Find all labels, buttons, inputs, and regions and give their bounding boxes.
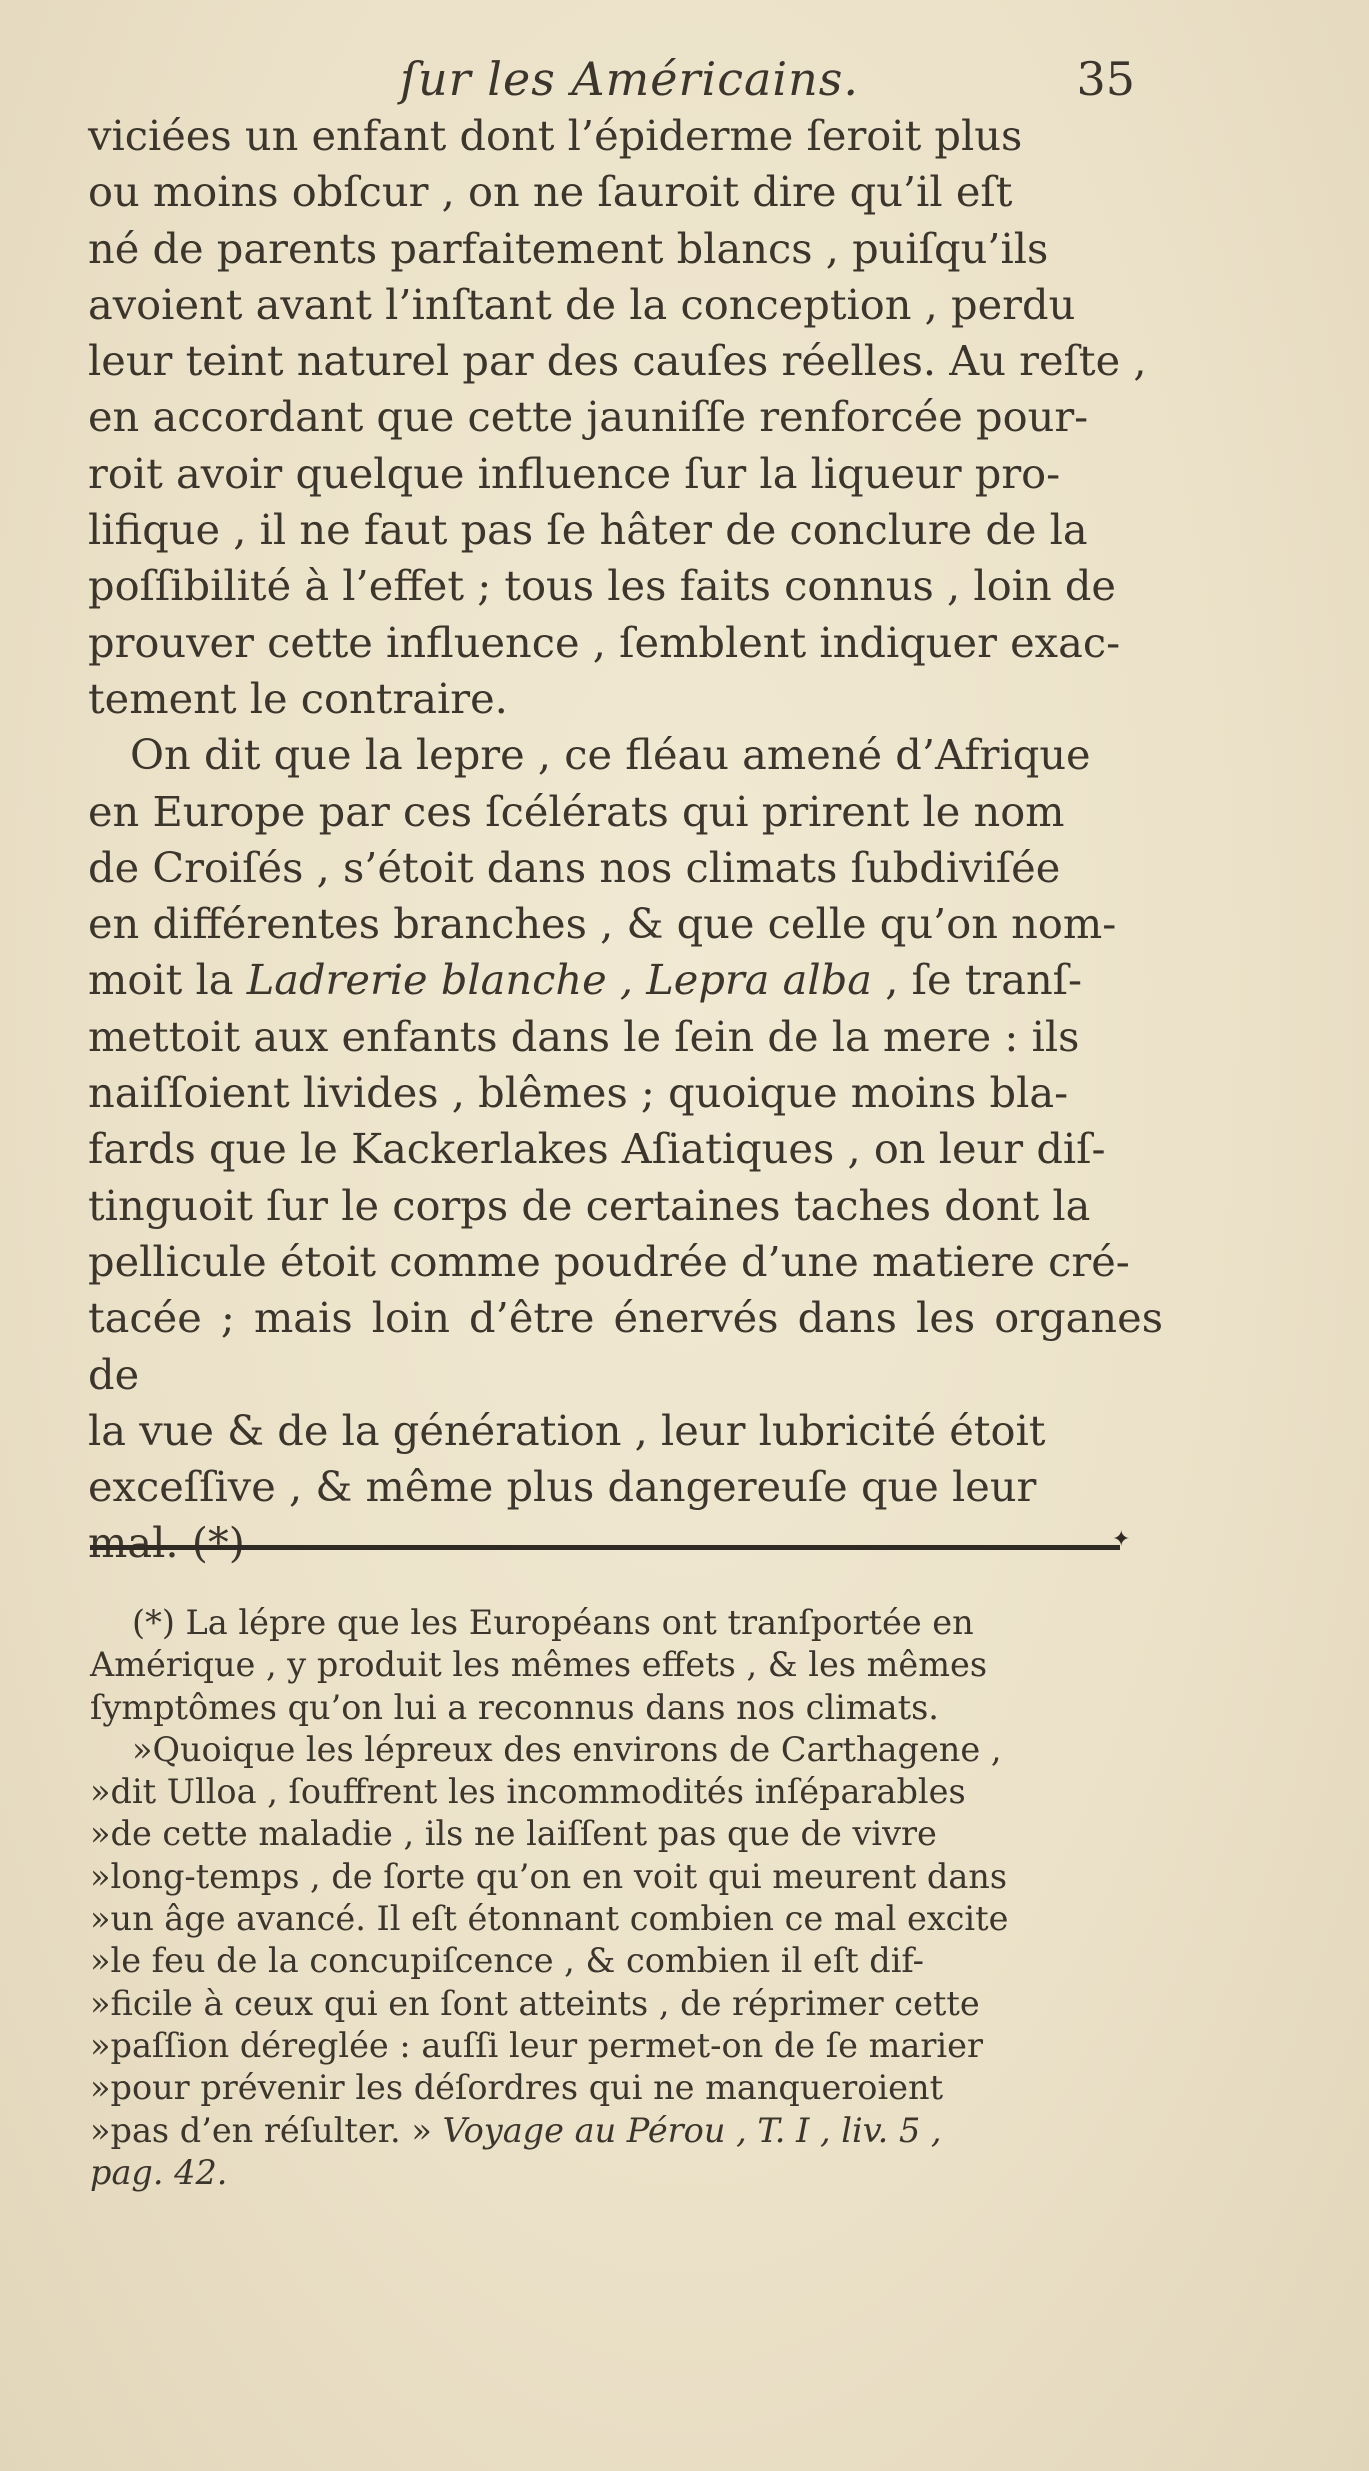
rule-ornament-icon: ✦ [1112, 1527, 1131, 1552]
running-title: ſur les Américains. [400, 52, 859, 106]
body-paragraph-2-italic: Ladrerie blanche , Lepra alba [246, 955, 873, 1005]
footnote-paragraph-2 [90, 1729, 1155, 2194]
body-paragraph-1: viciées un enfant dont l’épiderme ſeroit plus ou moins obſcur , on ne ſauroit dire qu’il eſt né de parents parfaitement blancs , puiſqu’ils avoient avant l’inſtant de la conception , perdu leur teint naturel par des cauſes réelles. Au reſte , en accordant que cette jauniſſe renforcée pour- roit avoir quelque influence ſur la liqueur pro- lifique , il ne faut pas ſe hâter de conclure de la poſſibilité à l’effet ; tous les faits connus , loin de prouver cette influence , ſemblent indiquer exac- tement le contraire. [88, 111, 1147, 723]
footnote-citation: Voyage au Pérou , T. I , liv. 5 , pag. 42. [90, 2110, 942, 2192]
main-text [88, 108, 1163, 1572]
footnote-paragraph-2-part-a: »Quoique les lépreux des environs de Carthagene , »dit Ulloa , ſouffrent les incommodités inſéparables »de cette maladie , ils ne laiſſent pas que de vivre »long-temps , de ſorte qu’on en voit qui meurent dans »un âge avancé. Il eſt étonnant combien ce mal excite »le feu de la concupiſcence , & combien il eſt dif- »ficile à ceux qui en ſont atteints , de réprimer cette »paſſion déreglée : auſſi leur permet-on de ſe marier »pour prévenir les déſordres qui ne manqueroient »pas d’en réſulter. » [90, 1729, 1009, 2150]
footnote [90, 1602, 1155, 2194]
page-number: 35 [1076, 52, 1135, 106]
footnote-separator-rule [90, 1545, 1120, 1550]
body-paragraph-2 [88, 727, 1163, 1571]
body-paragraph-2-part-a: On dit que la lepre , ce fléau amené d’Afrique en Europe par ces ſcélérats qui prirent le nom de Croiſés , s’étoit dans nos climats ſubdiviſée en différentes branches , & que celle qu’on nom- moit la [88, 730, 1117, 1005]
body-paragraph-2-part-b: , ſe tranſ- mettoit aux enfants dans le ſein de la mere : ils naiſſoient livides , blêmes ; quoique moins bla- fards que le Kackerlakes Aſiatiques , on leur diſ- tinguoit ſur le corps de certaines taches dont la pellicule étoit comme poudrée d’une matiere cré- tacée ; mais loin d’être énervés dans les organes de la vue & de la génération , leur lubricité étoit exceſſive , & même plus dangereuſe que leur mal. (*) [88, 955, 1163, 1568]
footnote-paragraph-1: (*) La lépre que les Européans ont tranſportée en Amérique , y produit les mêmes effets , & les mêmes ſymptômes qu’on lui a reconnus dans nos climats. [90, 1603, 988, 1727]
